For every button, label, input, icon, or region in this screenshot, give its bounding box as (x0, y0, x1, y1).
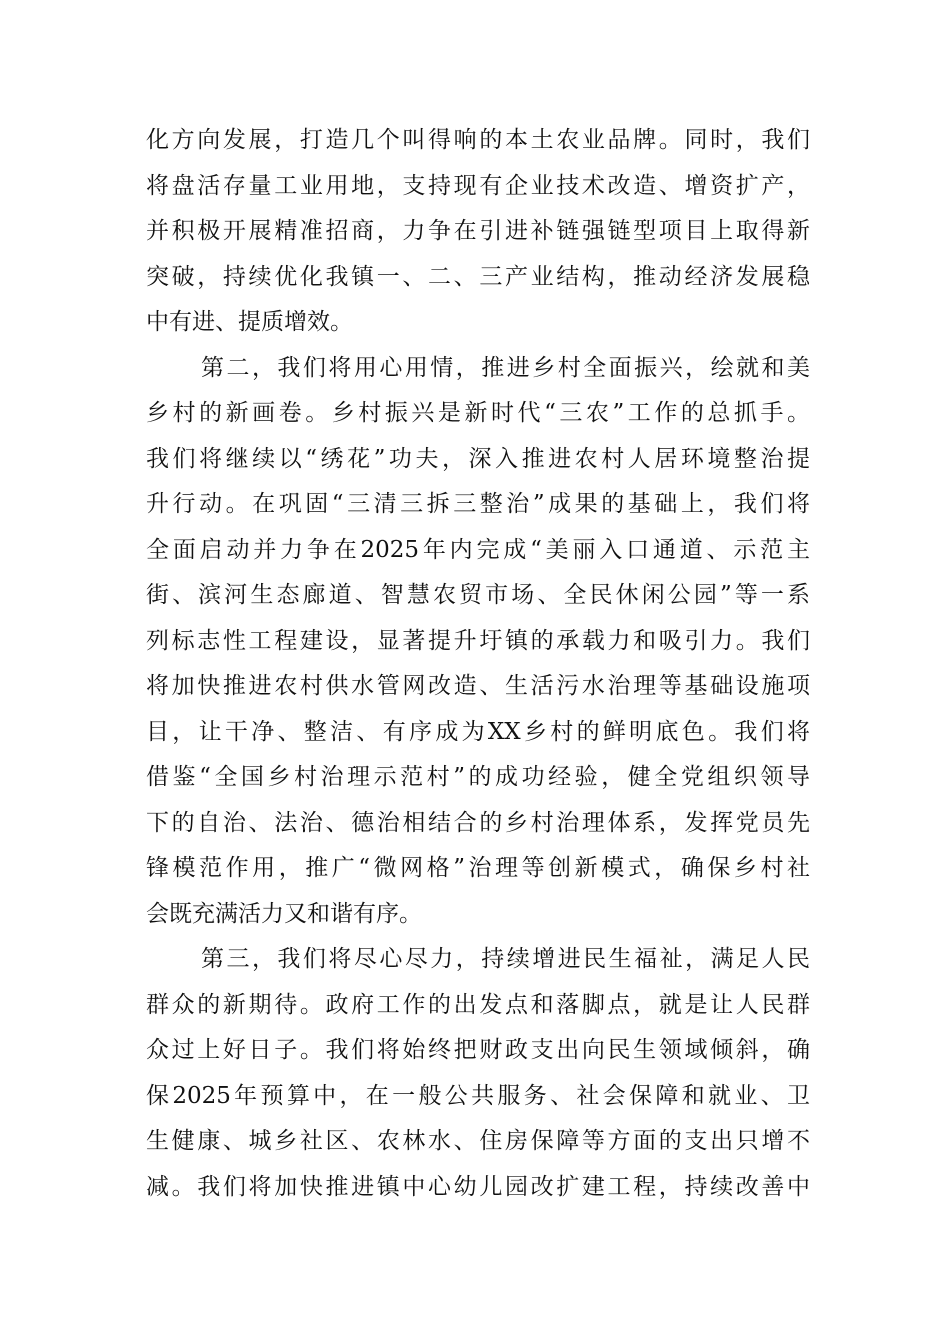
text-line: 群众的新期待。政府工作的出发点和落脚点，就是让人民群 (146, 991, 810, 1018)
text-line: 锋模范作用，推广“微网格”治理等创新模式，确保乡村社 (146, 855, 810, 881)
paragraph-start-line: 第二，我们将用心用情，推进乡村全面振兴，绘就和美 (201, 354, 810, 381)
text-line: 乡村的新画卷。乡村振兴是新时代“三农”工作的总抓手。 (146, 400, 810, 426)
text-line: 升行动。在巩固“三清三拆三整治”成果的基础上，我们将 (146, 491, 810, 517)
text-line: 列标志性工程建设，显著提升圩镇的承载力和吸引力。我们 (146, 627, 810, 654)
text-line: 化方向发展，打造几个叫得响的本土农业品牌。同时，我们 (146, 127, 810, 153)
text-line: 中有进、提质增效。 (146, 309, 353, 335)
text-line: 生健康、城乡社区、农林水、住房保障等方面的支出只增不 (146, 1128, 810, 1154)
text-line: 并积极开展精准招商，力争在引进补链强链型项目上取得新 (146, 218, 810, 244)
text-line: 会既充满活力又和谐有序。 (146, 900, 422, 927)
text-line: 下的自治、法治、德治相结合的乡村治理体系，发挥党员先 (146, 809, 810, 836)
text-line: 将加快推进农村供水管网改造、生活污水治理等基础设施项 (146, 673, 810, 699)
body-text (146, 118, 810, 1210)
text-line: 突破，持续优化我镇一、二、三产业结构，推动经济发展稳 (146, 263, 810, 290)
text-line: 借鉴“全国乡村治理示范村”的成功经验，健全党组织领导 (146, 764, 810, 790)
text-line: 全面启动并力争在2025年内完成“美丽入口通道、示范主 (146, 536, 810, 563)
text-line: 减。我们将加快推进镇中心幼儿园改扩建工程，持续改善中 (146, 1173, 810, 1200)
text-line: 众过上好日子。我们将始终把财政支出向民生领域倾斜，确 (146, 1037, 810, 1063)
paragraph-start-line: 第三，我们将尽心尽力，持续增进民生福祉，满足人民 (201, 946, 810, 972)
text-line: 将盘活存量工业用地，支持现有企业技术改造、增资扩产， (146, 172, 810, 199)
text-line: 我们将继续以“绣花”功夫，深入推进农村人居环境整治提 (146, 445, 810, 472)
text-line: 目，让干净、整洁、有序成为XX乡村的鲜明底色。我们将 (146, 718, 810, 745)
text-line: 街、滨河生态廊道、智慧农贸市场、全民休闲公园”等一系 (146, 582, 810, 608)
text-line: 保2025年预算中，在一般公共服务、社会保障和就业、卫 (146, 1082, 810, 1109)
